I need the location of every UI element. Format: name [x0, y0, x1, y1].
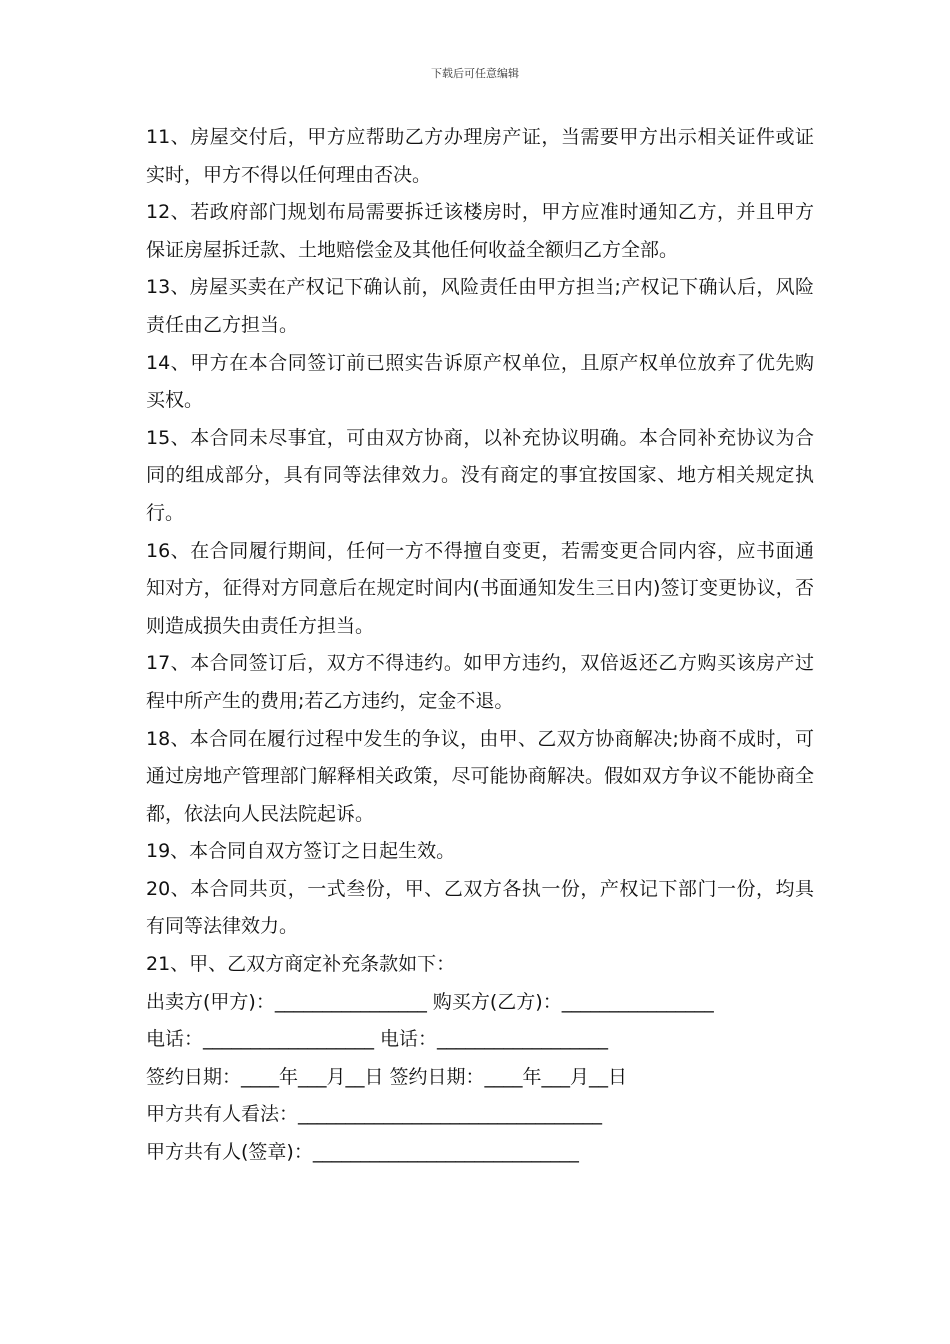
clause-12: 12、若政府部门规划布局需要拆迁该楼房时，甲方应准时通知乙方，并且甲方保证房屋拆迁款、土地赔偿金及其他任何收益全额归乙方全部。	[146, 201, 814, 261]
clause-19: 19、本合同自双方签订之日起生效。	[146, 840, 456, 863]
clause-17: 17、本合同签订后，双方不得违约。如甲方违约，双倍返还乙方购买该房产过程中所产生的费用;若乙方违约，定金不退。	[146, 652, 814, 712]
seller-buyer-line: 出卖方(甲方)：________________ 购买方(乙方)：________________	[146, 990, 714, 1013]
document-body	[146, 119, 814, 1172]
clause-11: 11、房屋交付后，甲方应帮助乙方办理房产证，当需要甲方出示相关证件或证实时，甲方不得以任何理由否决。	[146, 126, 814, 186]
clause-14: 14、甲方在本合同签订前已照实告诉原产权单位，且原产权单位放弃了优先购买权。	[146, 351, 814, 412]
page-header: 下载后可任意编辑	[431, 67, 519, 80]
clause-15: 15、本合同未尽事宜，可由双方协商，以补充协议明确。本合同补充协议为合同的组成部分，具有同等法律效力。没有商定的事宜按国家、地方相关规定执行。	[146, 426, 814, 524]
clause-16: 16、在合同履行期间，任何一方不得擅自变更，若需变更合同内容，应书面通知对方，征得对方同意后在规定时间内(书面通知发生三日内)签订变更协议，否则造成损失由责任方担当。	[146, 539, 814, 637]
co-owner-opinion-line: 甲方共有人看法：________________________________	[146, 1103, 603, 1126]
sign-date-line: 签约日期：____年___月__日 签约日期：____年___月__日	[146, 1065, 628, 1088]
co-owner-signature-line: 甲方共有人(签章)：____________________________	[146, 1141, 579, 1164]
clause-13: 13、房屋买卖在产权记下确认前，风险责任由甲方担当;产权记下确认后，风险责任由乙方担当。	[146, 276, 814, 336]
clause-20: 20、本合同共页，一式叁份，甲、乙双方各执一份，产权记下部门一份，均具有同等法律效力。	[146, 877, 814, 938]
clause-21: 21、甲、乙双方商定补充条款如下：	[146, 953, 456, 976]
phone-line: 电话：__________________ 电话：__________________	[146, 1028, 609, 1051]
clause-18: 18、本合同在履行过程中发生的争议，由甲、乙双方协商解决;协商不成时，可通过房地产管理部门解释相关政策，尽可能协商解决。假如双方争议不能协商全都，依法向人民法院起诉。	[146, 727, 814, 825]
